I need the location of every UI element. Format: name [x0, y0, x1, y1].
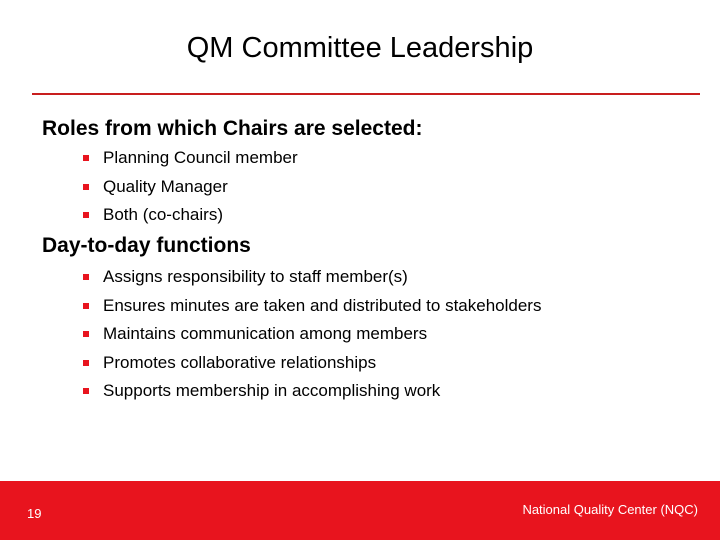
- slide-title: QM Committee Leadership: [186, 32, 534, 64]
- bullet-icon: [83, 303, 89, 309]
- list-item: Quality Manager: [83, 173, 298, 202]
- list-item: Supports membership in accomplishing work: [83, 377, 541, 406]
- section-heading-roles: Roles from which Chairs are selected:: [42, 117, 423, 140]
- list-item: Maintains communication among members: [83, 320, 541, 349]
- bullet-icon: [83, 388, 89, 394]
- list-item: Promotes collaborative relationships: [83, 349, 541, 378]
- roles-list: [83, 144, 298, 230]
- bullet-icon: [83, 184, 89, 190]
- bullet-icon: [83, 360, 89, 366]
- page-number: 19: [27, 506, 42, 521]
- footer-bar: [0, 481, 720, 540]
- title-divider: [32, 93, 700, 95]
- bullet-icon: [83, 274, 89, 280]
- section-heading-functions: Day-to-day functions: [42, 234, 251, 257]
- list-item: Assigns responsibility to staff member(s): [83, 263, 541, 292]
- list-item: Both (co-chairs): [83, 201, 298, 230]
- list-item: Ensures minutes are taken and distributed to stakeholders: [83, 292, 541, 321]
- bullet-icon: [83, 212, 89, 218]
- bullet-icon: [83, 155, 89, 161]
- functions-list: [83, 263, 541, 406]
- organization-name: National Quality Center (NQC): [522, 502, 698, 517]
- list-item: Planning Council member: [83, 144, 298, 173]
- bullet-icon: [83, 331, 89, 337]
